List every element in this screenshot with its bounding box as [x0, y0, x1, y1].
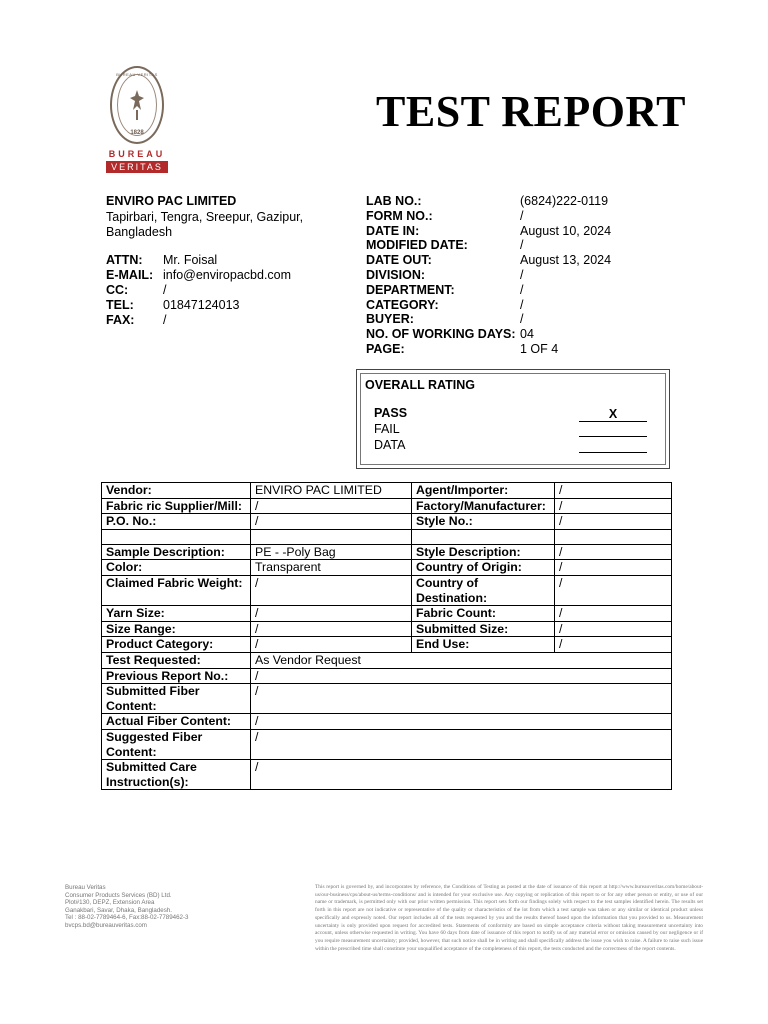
page-title: TEST REPORT — [376, 87, 687, 136]
previous-report-value: / — [251, 668, 672, 684]
lab-row — [366, 238, 611, 253]
style-description-value: / — [555, 544, 672, 560]
lab-row — [366, 268, 611, 283]
lab-value: 1 OF 4 — [520, 341, 559, 356]
submitted-fiber-label: Submitted Fiber Content: — [102, 684, 251, 714]
rating-pass-mark: X — [579, 407, 647, 422]
contact-label: TEL: — [106, 298, 134, 312]
brand-band — [106, 148, 168, 174]
table-row — [102, 668, 672, 684]
lab-row — [366, 194, 611, 209]
table-row — [102, 729, 672, 759]
lab-value: 04 — [520, 327, 534, 342]
lab-value: / — [520, 297, 524, 312]
care-instruction-value: / — [251, 760, 672, 790]
agent-value: / — [555, 483, 672, 499]
lab-value: / — [520, 312, 524, 327]
test-requested-value: As Vendor Request — [251, 652, 672, 668]
contact-row-attn — [106, 253, 291, 268]
table-row — [102, 514, 672, 530]
lab-label: DIVISION: — [366, 267, 426, 282]
lab-value: August 13, 2024 — [520, 253, 612, 268]
actual-fiber-label: Actual Fiber Content: — [102, 714, 251, 730]
contact-value: / — [163, 283, 167, 297]
contact-label: CC: — [106, 283, 129, 297]
lab-row — [366, 283, 611, 298]
blank-cell — [412, 529, 555, 544]
lab-label: DATE OUT: — [366, 253, 432, 268]
client-contacts — [106, 253, 291, 328]
color-value: Transparent — [251, 560, 412, 576]
table-row — [102, 606, 672, 622]
footer-line: Tel : 88-02-7789464-6, Fax:88-02-7789462-3 — [65, 914, 189, 922]
table-row — [102, 637, 672, 653]
country-destination-value: / — [555, 575, 672, 605]
lab-label: DATE IN: — [366, 223, 420, 238]
suggested-fiber-label: Suggested Fiber Content: — [102, 729, 251, 759]
brand-name-bottom: VERITAS — [106, 161, 168, 173]
po-label: P.O. No.: — [102, 514, 251, 530]
table-row — [102, 684, 672, 714]
country-origin-value: / — [555, 560, 672, 576]
rating-pass-label: PASS — [374, 406, 408, 420]
table-row — [102, 498, 672, 514]
agent-label: Agent/Importer: — [412, 483, 555, 499]
overall-rating-inner — [360, 373, 666, 465]
footer-line: bvcps.bd@bureauveritas.com — [65, 921, 147, 929]
table-row — [102, 560, 672, 576]
seal-figure-icon — [117, 74, 157, 136]
lab-row — [366, 253, 611, 268]
contact-value: Mr. Foisal — [163, 253, 218, 267]
lab-label: LAB NO.: — [366, 194, 422, 208]
contact-row-fax — [106, 313, 291, 328]
rating-fail-label: FAIL — [374, 422, 400, 436]
contact-value: / — [163, 313, 167, 327]
lab-row — [366, 342, 611, 357]
factory-value: / — [555, 498, 672, 514]
contact-label: FAX: — [106, 313, 135, 327]
footer-line: Plot#130, DEPZ, Extension Area — [65, 899, 155, 907]
contact-label: E-MAIL: — [106, 268, 154, 282]
lab-label: MODIFIED DATE: — [366, 238, 468, 253]
lab-label: PAGE: — [366, 341, 405, 356]
bureau-veritas-logo — [106, 66, 168, 176]
blank-cell — [102, 529, 251, 544]
contact-value: 01847124013 — [163, 298, 240, 312]
rating-data-mark — [579, 438, 647, 453]
table-row — [102, 714, 672, 730]
lab-label: CATEGORY: — [366, 297, 439, 312]
footer-disclaimer: This report is governed by, and incorporates by reference, the Conditions of Testing as posted at the date of issuance of this report at http://www.bureauveritas.com/home/about-us/our-business/cps/about-us/terms-conditions/ and is intended for your exclusive use. Any copying or replication of this report to or for any other person or entity, or use of our name or trademark, is permitted only with our prior written permission. This report sets forth our findings solely with respect to the test samples identified herein. The results set forth in this report are not indicative or representative of the quality or characteristics of the lot from which a test sample was taken or any similar or identical product unless specifically and expressly noted. Our report includes all of the tests requested by you and the results thereof based upon the information that you provided to us. Measurement uncertainty is only provided upon request for accredited tests. Statements of conformity are based on simple acceptance criteria without taking measurement uncertainty into account, unless otherwise requested in writing. You have 60 days from date of issuance of this report to notify us of any material error or omission caused by our negligence or if you require measurement uncertainty; provided, however, that such notice shall be in writing and shall specifically address the issue you wish to raise. A failure to raise such issue within the prescribed time shall constitute your unqualified acceptance of the completeness of this report, the tests conducted and the correctness of the report contents. — [315, 884, 703, 952]
sample-info-table — [101, 482, 672, 790]
table-row — [102, 544, 672, 560]
table-row — [102, 652, 672, 668]
country-origin-label: Country of Origin: — [412, 560, 555, 576]
table-row-blank — [102, 529, 672, 544]
claimed-weight-label: Claimed Fabric Weight: — [102, 575, 251, 605]
color-label: Color: — [102, 560, 251, 576]
yarn-size-value: / — [251, 606, 412, 622]
product-category-label: Product Category: — [102, 637, 251, 653]
footer-line: Ganakbari, Savar, Dhaka, Bangladesh. — [65, 906, 172, 914]
lab-row — [366, 224, 611, 239]
seal-year: 1828 — [130, 130, 144, 136]
rating-fail-mark — [579, 422, 647, 437]
suggested-fiber-value: / — [251, 729, 672, 759]
lab-value: August 10, 2024 — [520, 223, 612, 238]
contact-row-tel — [106, 298, 291, 313]
contact-row-email — [106, 268, 291, 283]
fabric-count-value: / — [555, 606, 672, 622]
lab-row — [366, 298, 611, 313]
size-range-label: Size Range: — [102, 621, 251, 637]
fabric-supplier-label: Fabric ric Supplier/Mill: — [102, 498, 251, 514]
contact-row-cc — [106, 283, 291, 298]
style-description-label: Style Description: — [412, 544, 555, 560]
contact-label: ATTN: — [106, 253, 143, 267]
vendor-label: Vendor: — [102, 483, 251, 499]
test-requested-label: Test Requested: — [102, 652, 251, 668]
claimed-weight-value: / — [251, 575, 412, 605]
lab-value: / — [520, 208, 524, 223]
footer-line: Bureau Veritas — [65, 884, 106, 891]
country-destination-label: Country of Destination: — [412, 575, 555, 605]
lab-label: BUYER: — [366, 312, 414, 327]
lab-value: / — [520, 282, 524, 297]
table-row — [102, 621, 672, 637]
sample-description-value: PE - -Poly Bag — [251, 544, 412, 560]
lab-row — [366, 312, 611, 327]
sample-description-label: Sample Description: — [102, 544, 251, 560]
fabric-count-label: Fabric Count: — [412, 606, 555, 622]
lab-label: NO. OF WORKING DAYS: — [366, 327, 516, 342]
lab-row — [366, 327, 611, 342]
figure-icon — [126, 88, 148, 122]
table-row — [102, 575, 672, 605]
lab-info — [366, 194, 611, 357]
rating-title: OVERALL RATING — [365, 378, 475, 392]
client-company: ENVIRO PAC LIMITED — [106, 194, 237, 208]
actual-fiber-value: / — [251, 714, 672, 730]
lab-label: FORM NO.: — [366, 208, 433, 223]
submitted-size-label: Submitted Size: — [412, 621, 555, 637]
submitted-fiber-value: / — [251, 684, 672, 714]
blank-cell — [251, 529, 412, 544]
style-no-value: / — [555, 514, 672, 530]
lab-value: (6824)222-0119 — [520, 194, 609, 208]
footer-line: Consumer Products Services (BD) Ltd. — [65, 891, 172, 899]
end-use-value: / — [555, 637, 672, 653]
factory-label: Factory/Manufacturer: — [412, 498, 555, 514]
rating-data-label: DATA — [374, 438, 406, 452]
brand-name-top: BUREAU — [108, 149, 166, 159]
table-row — [102, 760, 672, 790]
contact-value: info@enviropacbd.com — [163, 268, 292, 282]
lab-row — [366, 209, 611, 224]
client-address: Tapirbari, Tengra, Sreepur, Gazipur, Bangladesh — [106, 210, 304, 239]
lab-value: / — [520, 267, 524, 282]
blank-cell — [555, 529, 672, 544]
po-value: / — [251, 514, 412, 530]
size-range-value: / — [251, 621, 412, 637]
fabric-supplier-value: / — [251, 498, 412, 514]
previous-report-label: Previous Report No.: — [102, 668, 251, 684]
seal-emblem — [110, 66, 164, 144]
vendor-value: ENVIRO PAC LIMITED — [251, 483, 412, 499]
footer-address — [65, 884, 265, 930]
style-no-label: Style No.: — [412, 514, 555, 530]
seal-text: BUREAU VERITAS — [116, 72, 158, 77]
end-use-label: End Use: — [412, 637, 555, 653]
product-category-value: / — [251, 637, 412, 653]
overall-rating-box — [356, 369, 670, 469]
yarn-size-label: Yarn Size: — [102, 606, 251, 622]
submitted-size-value: / — [555, 621, 672, 637]
lab-value: / — [520, 238, 524, 253]
table-row — [102, 483, 672, 499]
lab-label: DEPARTMENT: — [366, 282, 455, 297]
care-instruction-label: Submitted Care Instruction(s): — [102, 760, 251, 790]
